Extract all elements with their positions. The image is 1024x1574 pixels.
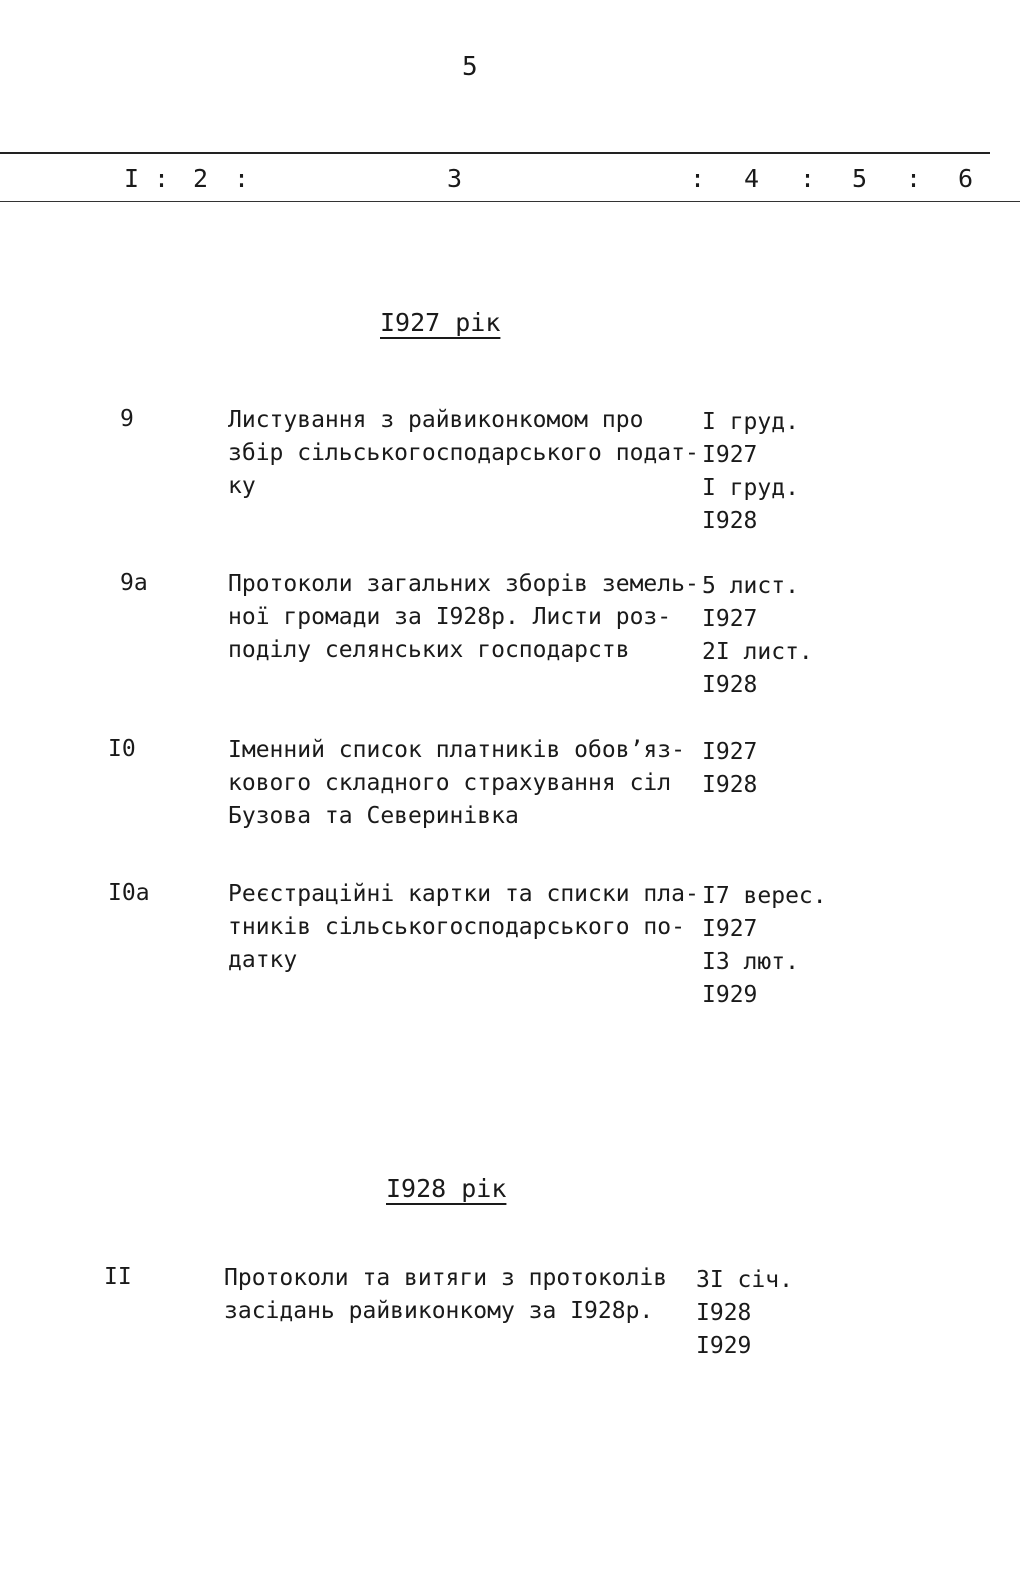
entry-date-line: I груд. (702, 409, 799, 435)
entry-date-line: I927 (702, 916, 758, 942)
entry-date-line: I929 (696, 1333, 752, 1359)
entry-title-line: кового складного страхування сіл (228, 770, 672, 796)
header-rule-top (0, 152, 990, 154)
column-header-3: 3 (447, 164, 463, 193)
entry-number: 9 (120, 406, 134, 432)
entry-date-line: I груд. (702, 475, 799, 501)
entry-title-line: ної громади за I928р. Листи роз- (228, 604, 672, 630)
column-header-5: 5 (852, 164, 868, 193)
column-separator: : (800, 164, 816, 193)
entry-date-line: I929 (702, 982, 758, 1008)
entry-title-line: поділу селянських господарств (228, 637, 630, 663)
entry-title-line: Протоколи загальних зборів земель- (228, 571, 699, 597)
entry-date-line: I7 верес. (702, 883, 827, 909)
entry-title-line: Протоколи та витяги з протоколів (224, 1265, 668, 1291)
entry-number: 9а (120, 570, 148, 596)
entry-dates (696, 1264, 793, 1363)
entry-title (224, 1262, 667, 1328)
entry-title-line: тників сільськогосподарського по- (228, 914, 685, 940)
entry-title-line: датку (228, 947, 298, 973)
entry-number: II (104, 1264, 132, 1290)
column-separator: : (906, 164, 922, 193)
entry-date-line: I928 (702, 508, 758, 534)
column-header-2: 2 (193, 164, 209, 193)
column-header-4: 4 (744, 164, 760, 193)
entry-title (228, 734, 685, 833)
section-title: I928 рік (386, 1174, 507, 1203)
entry-dates (702, 880, 827, 1012)
entry-date-line: I927 (702, 606, 758, 632)
entry-number: I0 (108, 736, 136, 762)
entry-title-line: Іменний список платників обов’яз- (228, 737, 685, 763)
entry-date-line: 2I лист. (702, 639, 813, 665)
column-separator: : (234, 164, 250, 193)
entry-title-line: Реєстраційні картки та списки пла- (228, 881, 699, 907)
entry-date-line: I928 (696, 1300, 752, 1326)
entry-title-line: збір сільськогосподарського подат- (228, 440, 699, 466)
entry-title (228, 404, 699, 503)
entry-dates (702, 736, 757, 802)
entry-dates (702, 570, 813, 702)
page-number: 5 (462, 52, 478, 82)
entry-date-line: I928 (702, 672, 758, 698)
entry-date-line: I928 (702, 772, 758, 798)
header-rule-bottom (0, 201, 1020, 202)
column-separator: : (690, 164, 706, 193)
entry-title-line: Листування з райвиконкомом про (228, 407, 644, 433)
entry-title-line: ку (228, 473, 256, 499)
entry-title (228, 878, 699, 977)
entry-date-line: 3I січ. (696, 1267, 793, 1293)
entry-date-line: I927 (702, 442, 758, 468)
column-separator: : (154, 164, 170, 193)
column-header-1: I (124, 164, 140, 193)
entry-title-line: засідань райвиконкому за I928р. (224, 1298, 654, 1324)
entry-title (228, 568, 699, 667)
entry-date-line: 5 лист. (702, 573, 799, 599)
entry-date-line: I3 лют. (702, 949, 799, 975)
entry-dates (702, 406, 799, 538)
column-header-6: 6 (958, 164, 974, 193)
section-title: I927 рік (380, 308, 501, 337)
entry-number: I0а (108, 880, 150, 906)
entry-date-line: I927 (702, 739, 758, 765)
entry-title-line: Бузова та Северинівка (228, 803, 519, 829)
